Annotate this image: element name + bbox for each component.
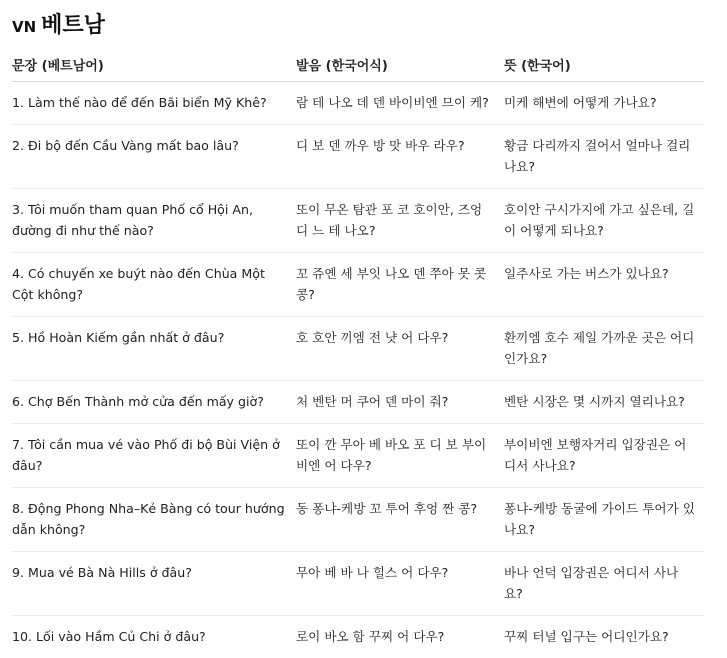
pronunciation-cell: 무아 베 바 나 힐스 어 다우? [296, 552, 504, 616]
meaning-cell: 황금 다리까지 걸어서 얼마나 걸리나요? [504, 125, 704, 189]
sentence-cell: 8. Động Phong Nha–Kẻ Bàng có tour hướng dẫn không? [12, 488, 296, 552]
sentence-cell: 7. Tôi cần mua vé vào Phố đi bộ Bùi Viện ở đâu? [12, 424, 296, 488]
pronunciation-cell: 호 호안 끼엠 전 냣 어 다우? [296, 317, 504, 381]
column-header-meaning: 뜻 (한국어) [504, 48, 704, 82]
page [12, 8, 704, 658]
sentence-cell: 10. Lối vào Hầm Củ Chi ở đâu? [12, 616, 296, 658]
column-header-pronunciation: 발음 (한국어식) [296, 48, 504, 82]
table-row [12, 424, 704, 488]
pronunciation-cell: 로이 바오 함 꾸찌 어 다우? [296, 616, 504, 658]
pronunciation-cell: 또이 깐 무아 베 바오 포 디 보 부이비엔 어 다우? [296, 424, 504, 488]
meaning-cell: 일주사로 가는 버스가 있나요? [504, 253, 704, 317]
table-header-row [12, 48, 704, 82]
pronunciation-cell: 디 보 덴 까우 방 맛 바우 라우? [296, 125, 504, 189]
pronunciation-cell: 동 퐁냐-케방 꼬 투어 후엉 짠 콩? [296, 488, 504, 552]
meaning-cell: 벤탄 시장은 몇 시까지 열리나요? [504, 381, 704, 424]
meaning-cell: 호이안 구시가지에 가고 싶은데, 길이 어떻게 되나요? [504, 189, 704, 253]
table-row [12, 616, 704, 658]
table-row [12, 552, 704, 616]
table-row [12, 253, 704, 317]
table-row [12, 82, 704, 125]
table-row [12, 189, 704, 253]
page-header [12, 8, 704, 38]
flag-code: VN [12, 18, 36, 36]
sentence-cell: 3. Tôi muốn tham quan Phố cổ Hội An, đường đi như thế nào? [12, 189, 296, 253]
phrase-table [12, 48, 704, 658]
sentence-cell: 9. Mua vé Bà Nà Hills ở đâu? [12, 552, 296, 616]
pronunciation-cell: 꼬 쥬옌 세 부잇 나오 덴 쭈아 못 콧 콩? [296, 253, 504, 317]
meaning-cell: 미케 해변에 어떻게 가나요? [504, 82, 704, 125]
table-row [12, 488, 704, 552]
meaning-cell: 환끼엠 호수 제일 가까운 곳은 어디인가요? [504, 317, 704, 381]
sentence-cell: 2. Đi bộ đến Cầu Vàng mất bao lâu? [12, 125, 296, 189]
pronunciation-cell: 또이 무온 탐관 포 코 호이안, 즈엉 디 느 테 나오? [296, 189, 504, 253]
pronunciation-cell: 처 벤탄 머 쿠어 덴 마이 줘? [296, 381, 504, 424]
sentence-cell: 4. Có chuyến xe buýt nào đến Chùa Một Cột không? [12, 253, 296, 317]
meaning-cell: 바나 언덕 입장권은 어디서 사나요? [504, 552, 704, 616]
sentence-cell: 1. Làm thế nào để đến Bãi biển Mỹ Khê? [12, 82, 296, 125]
table-row [12, 381, 704, 424]
pronunciation-cell: 람 테 나오 데 덴 바이비엔 므이 케? [296, 82, 504, 125]
table-row [12, 125, 704, 189]
column-header-sentence: 문장 (베트남어) [12, 48, 296, 82]
page-title: 베트남 [41, 8, 105, 39]
table-row [12, 317, 704, 381]
sentence-cell: 5. Hồ Hoàn Kiếm gần nhất ở đâu? [12, 317, 296, 381]
meaning-cell: 부이비엔 보행자거리 입장권은 어디서 사나요? [504, 424, 704, 488]
meaning-cell: 퐁냐-케방 동굴에 가이드 투어가 있나요? [504, 488, 704, 552]
sentence-cell: 6. Chợ Bến Thành mở cửa đến mấy giờ? [12, 381, 296, 424]
meaning-cell: 꾸찌 터널 입구는 어디인가요? [504, 616, 704, 658]
